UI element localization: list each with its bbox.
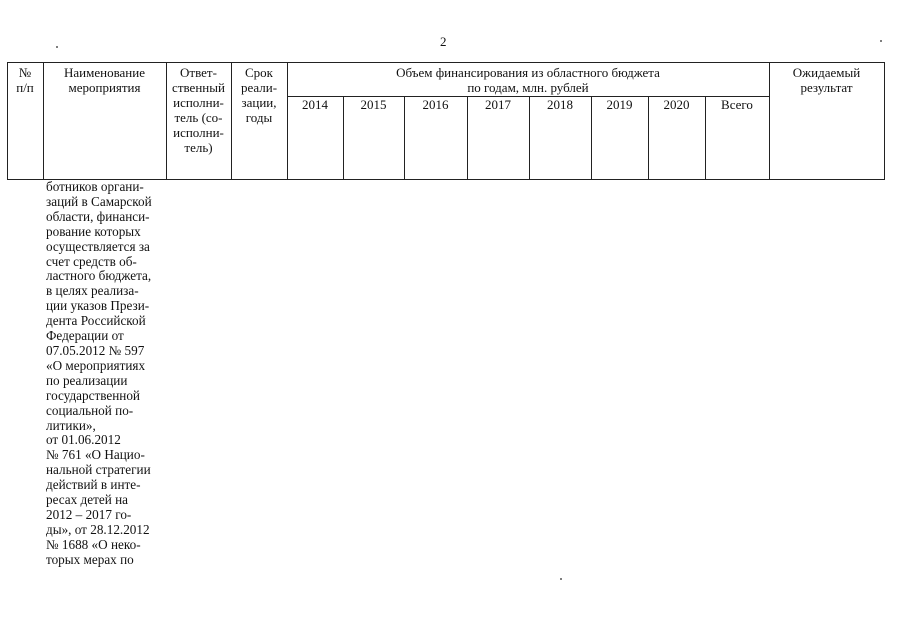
- text-line: счет средств об-: [46, 253, 137, 269]
- col-result-header: Ожидаемый результат: [792, 65, 861, 95]
- col-num-header: № п/п: [16, 65, 34, 95]
- text-line: «О мероприятиях: [46, 357, 146, 373]
- text-line: ресах детей на: [46, 492, 128, 508]
- text-line: № 761 «О Нацио-: [46, 447, 145, 463]
- page-number: 2: [440, 34, 447, 49]
- text-line: дента Российской: [46, 313, 146, 329]
- text-line: ции указов Прези-: [46, 298, 150, 314]
- year-2019: 2019: [606, 97, 633, 112]
- text-line: ластного бюджета,: [46, 268, 152, 284]
- text-line: Федерации от: [46, 328, 124, 344]
- col-funding-header: Объем финансирования из областного бюджета по годам, млн. рублей: [396, 65, 660, 95]
- text-line: № 1688 «О неко-: [46, 536, 141, 552]
- text-line: области, финанси-: [46, 208, 150, 224]
- year-2014: 2014: [302, 97, 328, 112]
- table-header: [7, 62, 885, 180]
- text-line: ды», от 28.12.2012: [46, 521, 150, 537]
- text-line: литики»,: [46, 417, 96, 433]
- scan-speck: [880, 40, 882, 42]
- col-name-header: Наименование мероприятия: [64, 65, 145, 95]
- year-total: Всего: [721, 97, 753, 112]
- text-line: по реализации: [46, 372, 128, 388]
- year-2018: 2018: [547, 97, 573, 112]
- text-line: от 01.06.2012: [46, 432, 121, 448]
- year-2020: 2020: [663, 97, 690, 112]
- rule: [884, 63, 885, 179]
- text-line: ботников органи-: [46, 179, 144, 194]
- text-line: осуществляется за: [46, 238, 150, 254]
- col-period-header: Срок реали- зации, годы: [240, 65, 278, 125]
- text-line: заций в Самарской: [46, 193, 152, 209]
- col-executor-header: Ответ- ственный исполни- тель (со- исполни- тель): [172, 65, 225, 155]
- year-2017: 2017: [485, 97, 511, 112]
- text-line: торых мерах по: [46, 551, 134, 567]
- text-line: социальной по-: [46, 402, 134, 418]
- activity-description: [46, 180, 172, 568]
- text-line: государственной: [46, 387, 140, 403]
- text-line: 2012 – 2017 го-: [46, 506, 132, 522]
- text-line: 07.05.2012 № 597: [46, 342, 145, 358]
- text-line: действий в инте-: [46, 477, 141, 493]
- scan-speck: [560, 578, 562, 580]
- year-2015: 2015: [360, 97, 387, 112]
- text-line: рование которых: [46, 223, 141, 239]
- text-line: в целях реализа-: [46, 283, 139, 299]
- year-2016: 2016: [422, 97, 449, 112]
- scan-speck: [56, 46, 58, 48]
- text-line: нальной стратегии: [46, 462, 151, 478]
